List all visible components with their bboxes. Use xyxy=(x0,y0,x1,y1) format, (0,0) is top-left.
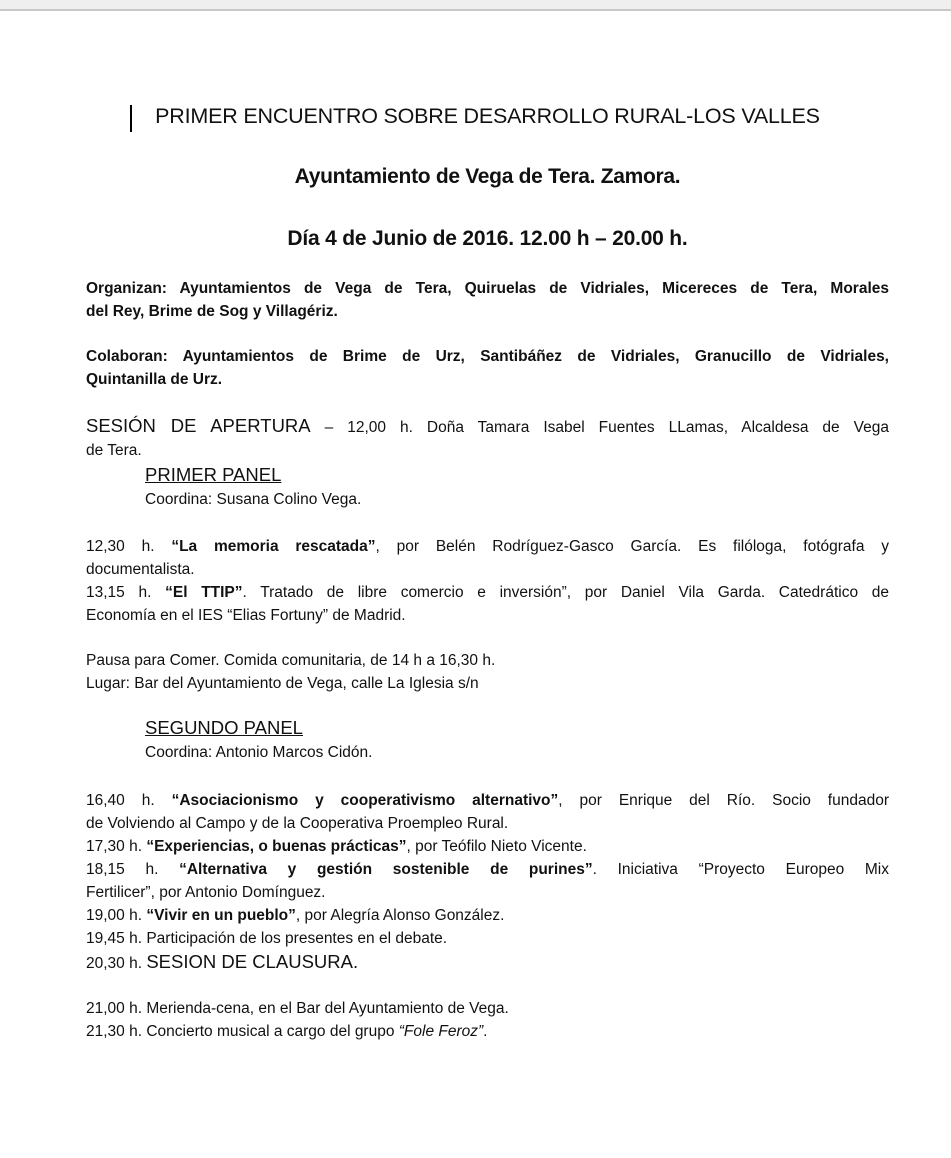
talk-item-line-1 xyxy=(86,789,889,812)
talk-title: “El TTIP” xyxy=(165,584,243,601)
organizers-line-1: Organizan: Ayuntamientos de Vega de Tera, Quiruelas de Vidriales, Micereces de Tera, Morales xyxy=(86,280,889,297)
organizers-line-2: del Rey, Brime de Sog y Villagériz. xyxy=(86,303,338,320)
talk-item xyxy=(86,835,889,858)
collaborators-paragraph xyxy=(86,345,889,391)
first-panel-coordinator: Coordina: Susana Colino Vega. xyxy=(145,491,362,508)
concert-text: 21,30 h. Concierto musical a cargo del grupo xyxy=(86,1023,399,1040)
closing-session-time: 20,30 h. xyxy=(86,955,147,972)
lunch-break xyxy=(86,649,889,695)
talk-time: 18,15 h. xyxy=(86,861,180,878)
second-panel-title: SEGUNDO PANEL xyxy=(145,717,303,738)
talk-item-line-2: de Volviendo al Campo y de la Cooperativa Proempleo Rural. xyxy=(86,815,509,832)
talk-title: “Alternativa y gestión sostenible de purines” xyxy=(179,861,593,878)
lunch-location-line: Lugar: Bar del Ayuntamiento de Vega, calle La Iglesia s/n xyxy=(86,675,479,692)
dinner-item: 21,00 h. Merienda-cena, en el Bar del Ayuntamiento de Vega. xyxy=(86,1000,509,1017)
talk-time: 19,00 h. xyxy=(86,907,147,924)
talk-time: 16,40 h. xyxy=(86,792,172,809)
closing-session xyxy=(86,950,889,975)
band-name: “Fole Feroz” xyxy=(398,1023,484,1040)
talk-time: 13,15 h. xyxy=(86,584,166,601)
talk-title: “Asociacionismo y cooperativismo alternativo” xyxy=(171,792,559,809)
talk-item xyxy=(86,789,889,835)
debate-item: 19,45 h. Participación de los presentes en el debate. xyxy=(86,930,448,947)
opening-session xyxy=(86,414,889,462)
talk-item xyxy=(86,858,889,904)
collaborators-line-1: Colaboran: Ayuntamientos de Brime de Urz, Santibáñez de Vidriales, Granucillo de Vidriales, xyxy=(86,348,889,365)
window-top-bar xyxy=(0,0,951,11)
opening-session-line-2: de Tera. xyxy=(86,442,142,459)
first-panel-title: PRIMER PANEL xyxy=(145,464,282,485)
concert-end: . xyxy=(483,1023,488,1040)
talk-time: 17,30 h. xyxy=(86,838,147,855)
talk-item-line-1 xyxy=(86,535,889,558)
venue-heading: Ayuntamiento de Vega de Tera. Zamora. xyxy=(294,165,681,188)
talk-title: “Experiencias, o buenas prácticas” xyxy=(146,838,407,855)
collaborators-line-2: Quintanilla de Urz. xyxy=(86,371,223,388)
opening-session-label: SESIÓN DE APERTURA xyxy=(86,415,311,436)
talk-speaker: , por Teófilo Nieto Vicente. xyxy=(406,838,587,855)
talk-title: “Vivir en un pueblo” xyxy=(146,907,296,924)
closing-session-label: SESION DE CLAUSURA. xyxy=(146,951,359,972)
talk-time: 12,30 h. xyxy=(86,538,172,555)
lunch-break-line: Pausa para Comer. Comida comunitaria, de 14 h a 16,30 h. xyxy=(86,652,496,669)
talk-speaker: , por Enrique del Río. Socio fundador xyxy=(558,792,890,809)
talk-speaker: , por Belén Rodríguez-Gasco García. Es filóloga, fotógrafa y xyxy=(375,538,890,555)
talk-item-line-2: documentalista. xyxy=(86,561,195,578)
document-title: PRIMER ENCUENTRO SOBRE DESARROLLO RURAL-LOS VALLES xyxy=(155,104,820,128)
talk-speaker: . Iniciativa “Proyecto Europeo Mix xyxy=(592,861,890,878)
organizers-paragraph xyxy=(86,277,889,323)
talk-item xyxy=(86,581,889,627)
talk-item-line-1 xyxy=(86,858,889,881)
talk-item xyxy=(86,535,889,581)
opening-session-line-1 xyxy=(86,414,889,439)
talk-speaker: , por Alegría Alonso González. xyxy=(295,907,505,924)
talk-item-line-2: Fertilicer”, por Antonio Domínguez. xyxy=(86,884,326,901)
talk-speaker: . Tratado de libre comercio e inversión”, por Daniel Vila Garda. Catedrático de xyxy=(242,584,890,601)
talk-item-line-2: Economía en el IES “Elias Fortuny” de Madrid. xyxy=(86,607,406,624)
talk-title: “La memoria rescatada” xyxy=(171,538,376,555)
talk-item-line-1 xyxy=(86,581,889,604)
talk-item xyxy=(86,904,889,927)
opening-session-text: – 12,00 h. Doña Tamara Isabel Fuentes LLamas, Alcaldesa de Vega xyxy=(310,419,889,436)
concert-item xyxy=(86,1020,889,1043)
second-panel-coordinator: Coordina: Antonio Marcos Cidón. xyxy=(145,744,373,761)
date-heading: Día 4 de Junio de 2016. 12.00 h – 20.00 h. xyxy=(287,227,688,250)
